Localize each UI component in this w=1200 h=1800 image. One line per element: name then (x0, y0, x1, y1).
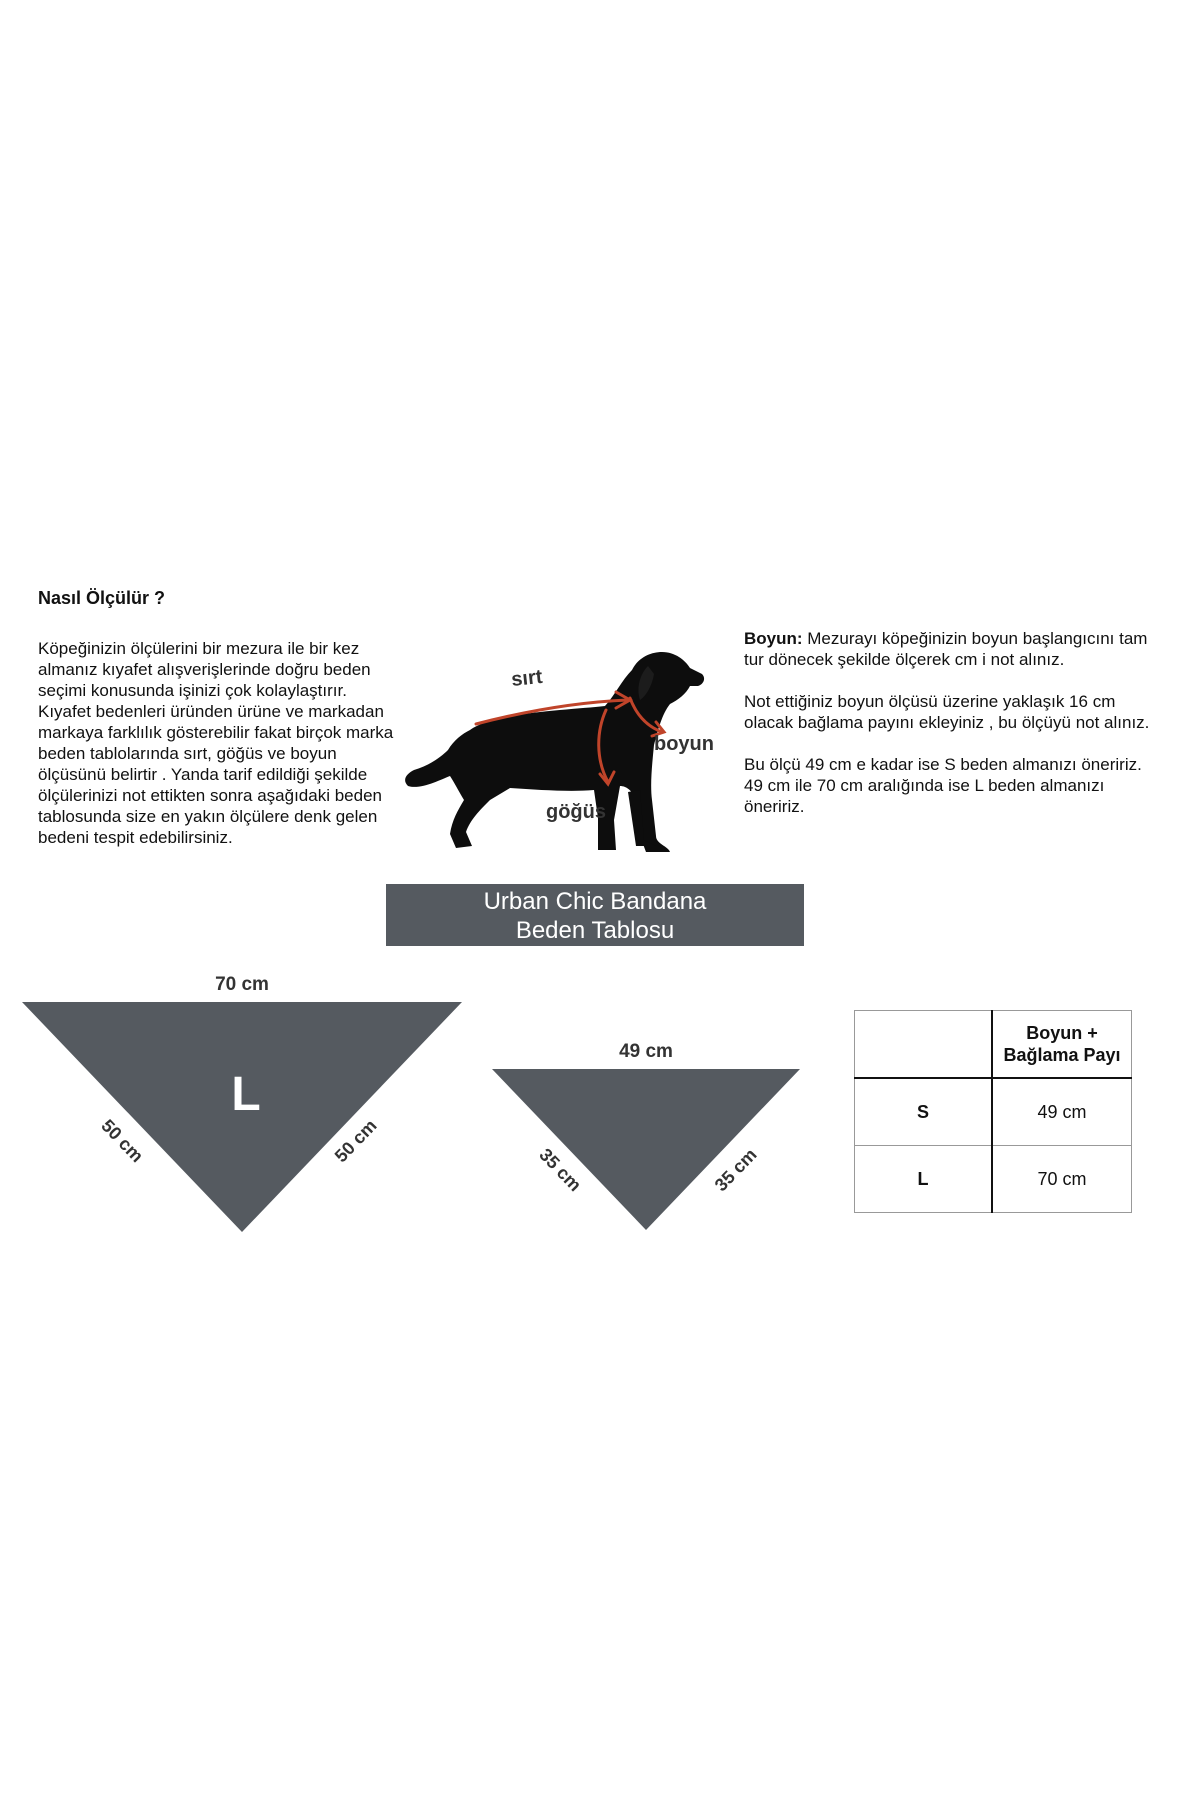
small-left-label: 35 cm (535, 1144, 586, 1196)
table-cell-size: S (855, 1078, 993, 1146)
table-cell-value: 70 cm (992, 1146, 1132, 1213)
size-table (854, 1010, 1132, 1213)
table-row (855, 1146, 1132, 1213)
back-label: sırt (510, 665, 544, 691)
table-cell-size: L (855, 1146, 993, 1213)
large-right-label: 50 cm (330, 1115, 381, 1167)
intro-paragraph: Köpeğinizin ölçülerini bir mezura ile bir kez almanız kıyafet alışverişlerinde doğru beden seçimi konusunda işinizi çok kolaylaştırır. Kıyafet bedenleri üründen ürüne ve markadan markaya farklılık gösterebilir fakat birçok marka beden tablolarında sırt, göğüs ve boyun ölçüsünü belirtir . Yanda tarif edildiği şekilde ölçülerinizi not ettikten sonra aşağıdaki beden tablosunda size en yakın ölçülere denk gelen bedeni tespit edebilirsiniz. (38, 639, 394, 847)
size-chart-title-line2: Beden Tablosu (515, 917, 675, 944)
dog-measurement-diagram (400, 640, 720, 870)
chest-label: göğüs (546, 801, 606, 823)
neck-instructions (744, 628, 1164, 838)
table-row (855, 1078, 1132, 1146)
neck-instruction-2: Not ettiğiniz boyun ölçüsü üzerine yaklaşık 16 cm olacak bağlama payını ekleyiniz , bu ölçüyü not alınız. (744, 692, 1150, 732)
table-header-line2: Bağlama Payı (1003, 1045, 1121, 1065)
table-header-line1: Boyun + (1026, 1023, 1098, 1043)
size-chart-title (386, 884, 804, 946)
neck-instruction-text: Mezurayı köpeğinizin boyun başlangıcını tam tur dönecek şekilde ölçerek cm i not alınız. (744, 629, 1148, 669)
small-bandana-shape (492, 1069, 800, 1230)
page-heading: Nasıl Ölçülür ? (38, 588, 166, 608)
table-header-empty (855, 1011, 993, 1079)
neck-instruction-label: Boyun: (744, 629, 803, 648)
large-top-label: 70 cm (215, 974, 269, 995)
neck-instruction-3: Bu ölçü 49 cm e kadar ise S beden almanızı öneririz. 49 cm ile 70 cm aralığında ise L beden almanızı öneririz. (744, 755, 1142, 816)
size-chart-title-line1: Urban Chic Bandana (483, 888, 707, 915)
small-right-label: 35 cm (710, 1144, 761, 1196)
neck-instruction-1 (744, 628, 1164, 670)
large-size-label: L (231, 1068, 261, 1121)
table-cell-value: 49 cm (992, 1078, 1132, 1146)
table-header-row (855, 1011, 1132, 1079)
bandana-diagrams (0, 960, 820, 1240)
neck-label: boyun (654, 733, 714, 755)
small-top-label: 49 cm (619, 1041, 673, 1062)
table-header-cell (992, 1011, 1132, 1079)
large-left-label: 50 cm (97, 1115, 148, 1167)
